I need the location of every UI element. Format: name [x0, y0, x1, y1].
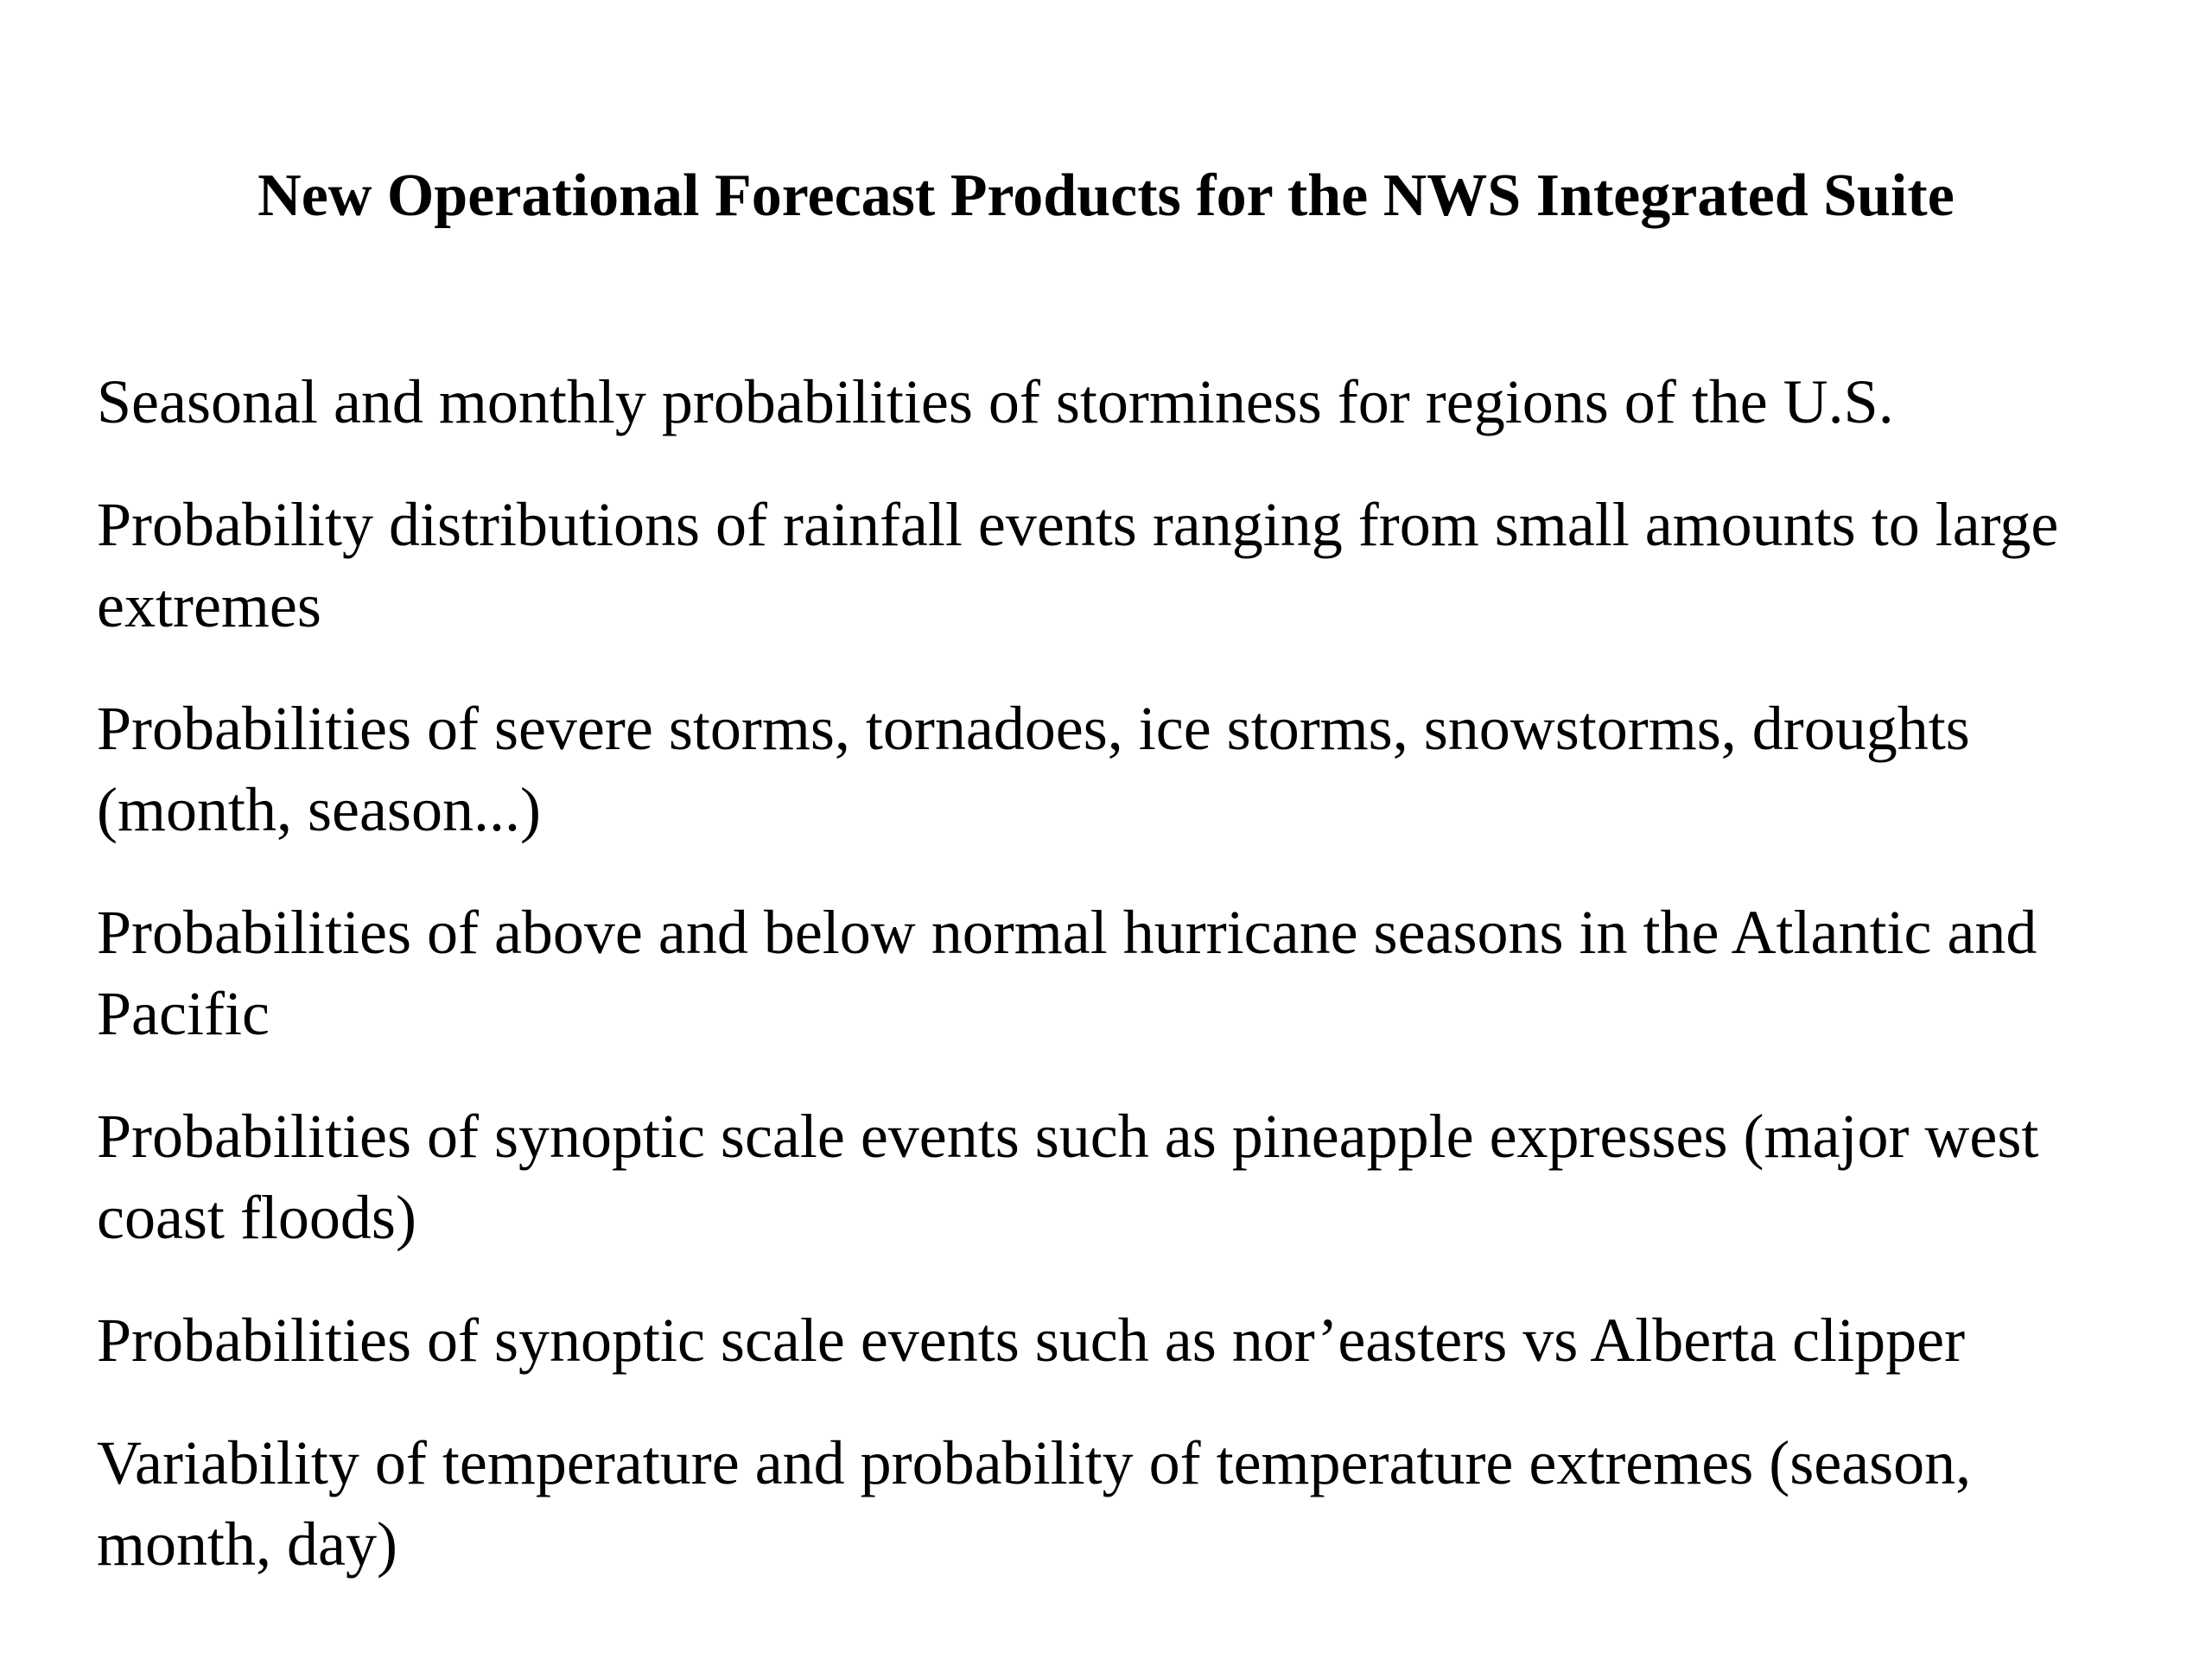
list-item: Seasonal and monthly probabilities of storminess for regions of the U.S.: [97, 367, 1894, 436]
list-item: Probabilities of synoptic scale events such as pineapple expresses (major west coast floods): [97, 1102, 2039, 1252]
list-item: Probabilities of synoptic scale events such as nor’easters vs Alberta clipper: [97, 1306, 1966, 1375]
list-item: Probabilities of severe storms, tornadoes, ice storms, snowstorms, droughts (month, season...): [97, 694, 1970, 844]
product-list: [97, 361, 2119, 1626]
list-item: Probability distributions of rainfall events ranging from small amounts to large extremes: [97, 490, 2059, 640]
slide-title: New Operational Forecast Products for the NWS Integrated Suite: [257, 162, 1955, 229]
list-item: Probabilities of above and below normal hurricane seasons in the Atlantic and Pacific: [97, 898, 2037, 1048]
list-item: Variability of temperature and probability of temperature extremes (season, month, day): [97, 1428, 1972, 1579]
